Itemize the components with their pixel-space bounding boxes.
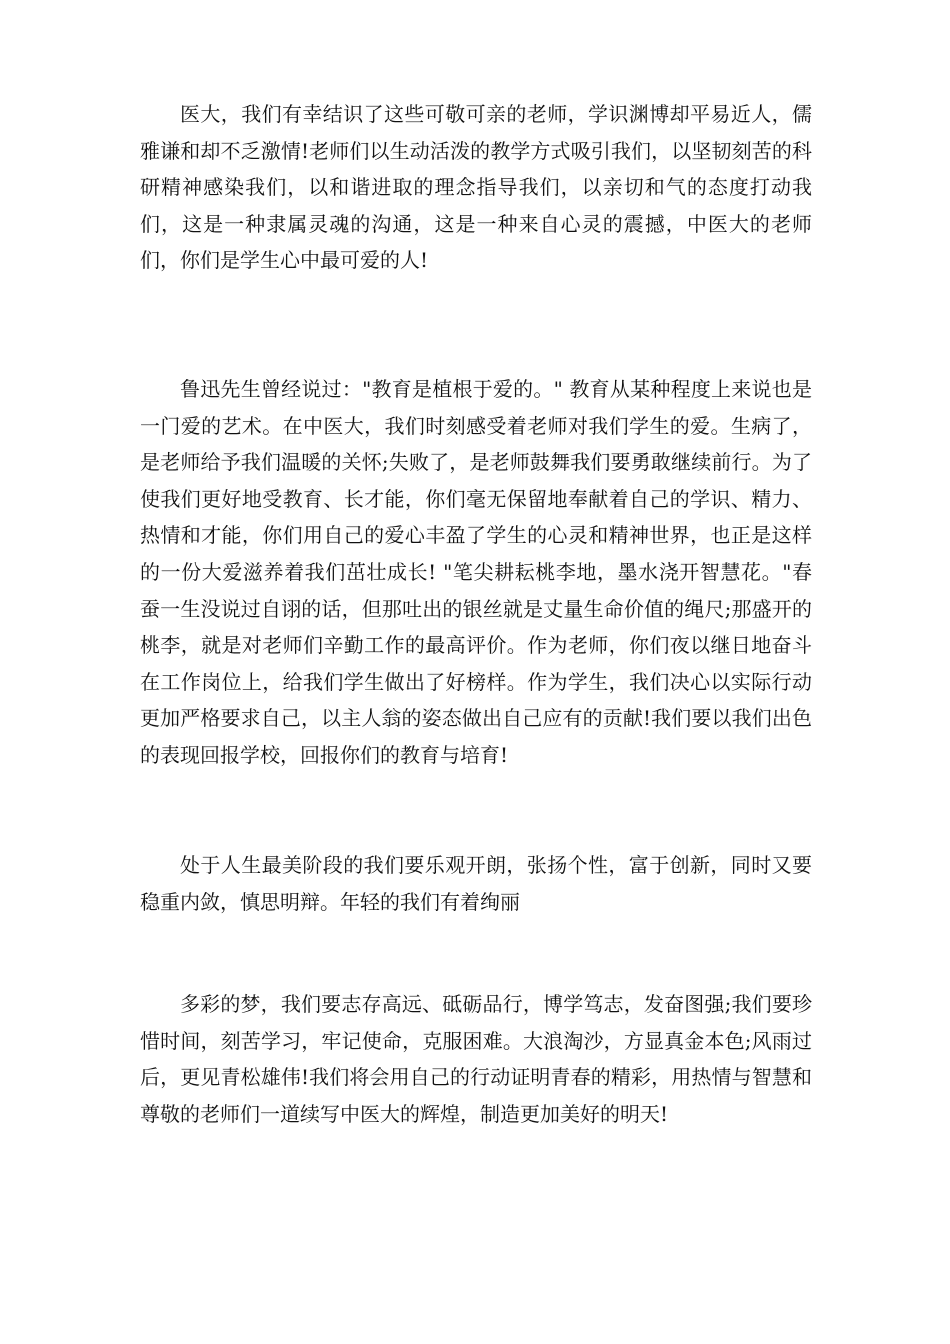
paragraph-youth-stage: 处于人生最美阶段的我们要乐观开朗，张扬个性，富于创新，同时又要稳重内敛，慎思明辩。年轻的我们有着绚丽 [140,853,812,914]
paragraph-teachers-praise: 医大，我们有幸结识了这些可敬可亲的老师，学识渊博却平易近人，儒雅谦和却不乏激情!老师们以生动活泼的教学方式吸引我们，以坚韧刻苦的科研精神感染我们，以和谐进取的理念指导我们，以亲切和气的态度打动我们，这是一种隶属灵魂的沟通，这是一种来自心灵的震撼，中医大的老师们，你们是学生心中最可爱的人! [140,102,812,273]
paragraph-lu-xun-quote: 鲁迅先生曾经说过："教育是植根于爱的。" 教育从某种程度上来说也是一门爱的艺术。在中医大，我们时刻感受着老师对我们学生的爱。生病了，是老师给予我们温暖的关怀;失败了，是老师鼓舞我们要勇敢继续前行。为了使我们更好地受教育、长才能，你们毫无保留地奉献着自己的学识、精力、热情和才能，你们用自己的爱心丰盈了学生的心灵和精神世界，也正是这样的一份大爱滋养着我们茁壮成长! "笔尖耕耘桃李地，墨水浇开智慧花。"春蚕一生没说过自诩的话，但那吐出的银丝就是丈量生命价值的绳尺;那盛开的桃李，就是对老师们辛勤工作的最高评价。作为老师，你们夜以继日地奋斗在工作岗位上，给我们学生做出了好榜样。作为学生，我们决心以实际行动更加严格要求自己，以主人翁的姿态做出自己应有的贡献!我们要以我们出色的表现回报学校，回报你们的教育与培育! [140,377,812,767]
paragraph-colorful-dreams: 多彩的梦，我们要志存高远、砥砺品行，博学笃志，发奋图强;我们要珍惜时间，刻苦学习，牢记使命，克服困难。大浪淘沙，方显真金本色;风雨过后，更见青松雄伟!我们将会用自己的行动证明青春的精彩，用热情与智慧和尊敬的老师们一道续写中医大的辉煌，制造更加美好的明天! [140,992,812,1126]
